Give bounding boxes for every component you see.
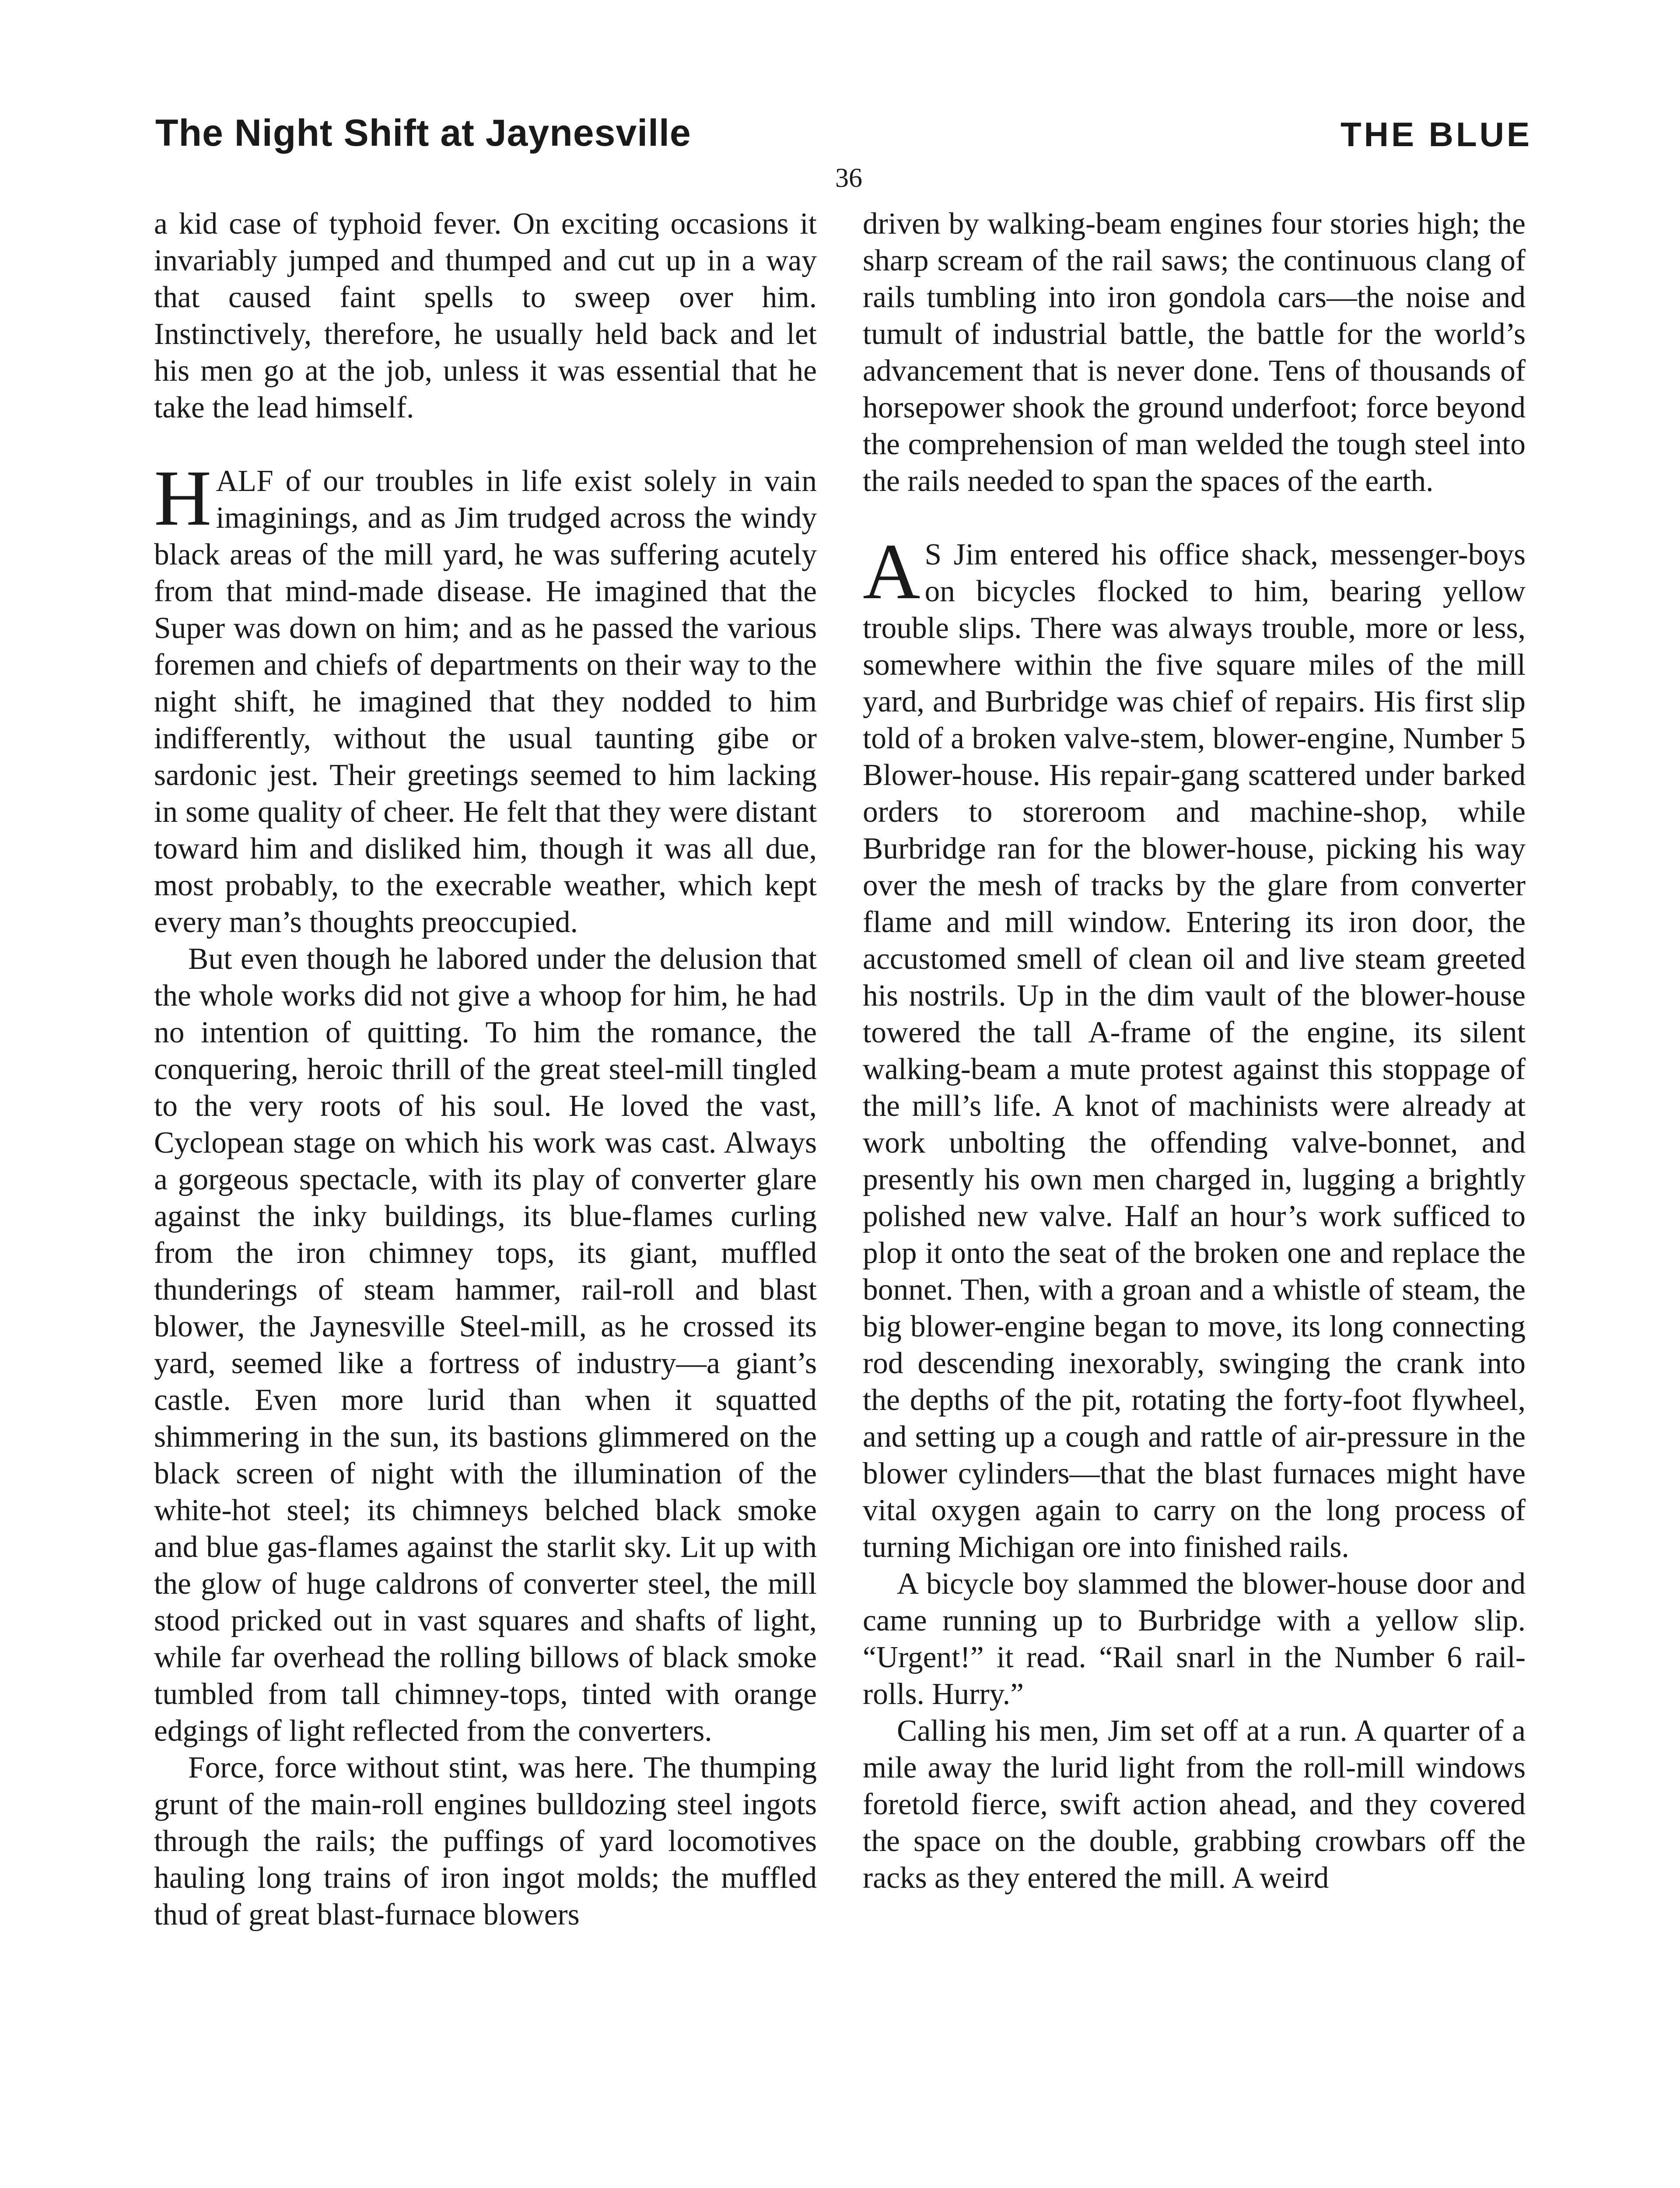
paragraph-dropcap — [154, 454, 817, 941]
section-break — [154, 426, 817, 463]
article-title: The Night Shift at Jaynesville — [155, 112, 691, 154]
paragraph: Force, force without stint, was here. The thumping grunt of the main-roll engines bulldozing steel ingots through the rails; the puffings of yard locomotives hauling long trains of iron ingot molds; the muffled thud of great blast-furnace blowers — [154, 1751, 817, 1932]
paragraph: driven by walking-beam engines four stories high; the sharp scream of the rail saws; the continuous clang of rails tumbling into iron gondola cars—the noise and tumult of industrial battle, the battle for the world’s advancement that is never done. Tens of thousands of horsepower shook the ground underfoot; force beyond the comprehension of man welded the tough steel into the rails needed to span the spaces of the earth. — [863, 207, 1526, 498]
drop-cap: A — [863, 528, 920, 616]
paragraph: Calling his men, Jim set off at a run. A quarter of a mile away the lurid light from the roll-mill windows foretold fierce, swift action ahead, and they covered the space on the double, grabbing crowbars off the racks as they entered the mill. A weird — [863, 1714, 1526, 1895]
paragraph: a kid case of typhoid fever. On exciting occasions it invariably jumped and thumped and cut up in a way that caused faint spells to sweep over him. Instinctively, therefore, he usually held back and let his men go at the job, unless it was essential that he take the lead himself. — [154, 207, 817, 424]
paragraph: A bicycle boy slammed the blower-house door and came running up to Burbridge with a yellow slip. “Urgent!” it read. “Rail snarl in the Number 6 rail-rolls. Hurry.” — [863, 1567, 1526, 1711]
drop-cap: H — [154, 454, 212, 542]
paragraph-text: Jim entered his office shack, messenger-boys on bicycles flocked to him, bearing yellow trouble slips. There was always trouble, more or less, somewhere within the five square miles of the mill yard, and Burbridge was chief of repairs. His first slip told of a broken valve-stem, blower-engine, Number 5 Blower-house. His repair-gang scattered under barked orders to storeroom and machine-shop, while Burbridge ran for the blower-house, picking his way over the mesh of tracks by the glare from converter flame and mill window. Entering its iron door, the accustomed smell of clean oil and live steam greeted his nostrils. Up in the dim vault of the blower-house towered the tall A-frame of the engine, its silent walking-beam a mute protest against this stoppage of the mill’s life. A knot of machinists were already at work unbolting the offending valve-bonnet, and presently his own men charged in, lugging a brightly polished new valve. Half an hour’s work sufficed to plop it onto the seat of the broken one and replace the bonnet. Then, with a groan and a whistle of steam, the big blower-engine began to move, its long connecting rod descending inexorably, swinging the crank into the depths of the pit, rotating the forty-foot flywheel, and setting up a cough and rattle of air-pressure in the blower cylinders—that the blast furnaces might have vital oxygen again to carry on the long process of turning Michigan ore into finished rails. — [863, 538, 1526, 1564]
paragraph-dropcap — [863, 528, 1526, 1566]
paragraph: But even though he labored under the delusion that the whole works did not give a whoop for him, he had no intention of quitting. To him the romance, the conquering, heroic thrill of the great steel-mill tingled to the very roots of his soul. He loved the vast, Cyclopean stage on which his work was cast. Always a gorgeous spectacle, with its play of converter glare against the inky buildings, its blue-flames curling from the iron chimney tops, its giant, muffled thunderings of steam hammer, rail-roll and blast blower, the Jaynesville Steel-mill, as he crossed its yard, seemed like a fortress of industry—a giant’s castle. Even more lurid than when it squatted shimmering in the sun, its bastions glimmered on the black screen of night with the illumination of the white-hot steel; its chimneys belched black smoke and blue gas-flames against the starlit sky. Lit up with the glow of huge caldrons of converter steel, the mill stood pricked out in vast squares and shafts of light, while far overhead the rolling billows of black smoke tumbled from tall chimney-tops, tinted with orange edgings of light reflected from the converters. — [154, 942, 817, 1748]
section-break — [863, 500, 1526, 536]
paragraph-text: of our troubles in life exist solely in vain imaginings, and as Jim trudged across the windy black areas of the mill yard, he was suffering acutely from that mind-made disease. He imagined that the Super was down on him; and as he passed the various foremen and chiefs of departments on their way to the night shift, he imagined that they nodded to him indifferently, without the usual taunting gibe or sardonic jest. Their greetings seemed to him lacking in some quality of cheer. He felt that they were distant toward him and disliked him, though it was all due, most probably, to the execrable weather, which kept every man’s thoughts preoccupied. — [154, 464, 817, 939]
lead-in: ALF — [216, 464, 273, 498]
lead-in: S — [924, 538, 942, 572]
right-column — [863, 206, 1526, 1897]
magazine-name: THE BLUE — [1340, 115, 1532, 154]
left-column — [154, 206, 817, 1933]
page-number: 36 — [835, 163, 862, 193]
